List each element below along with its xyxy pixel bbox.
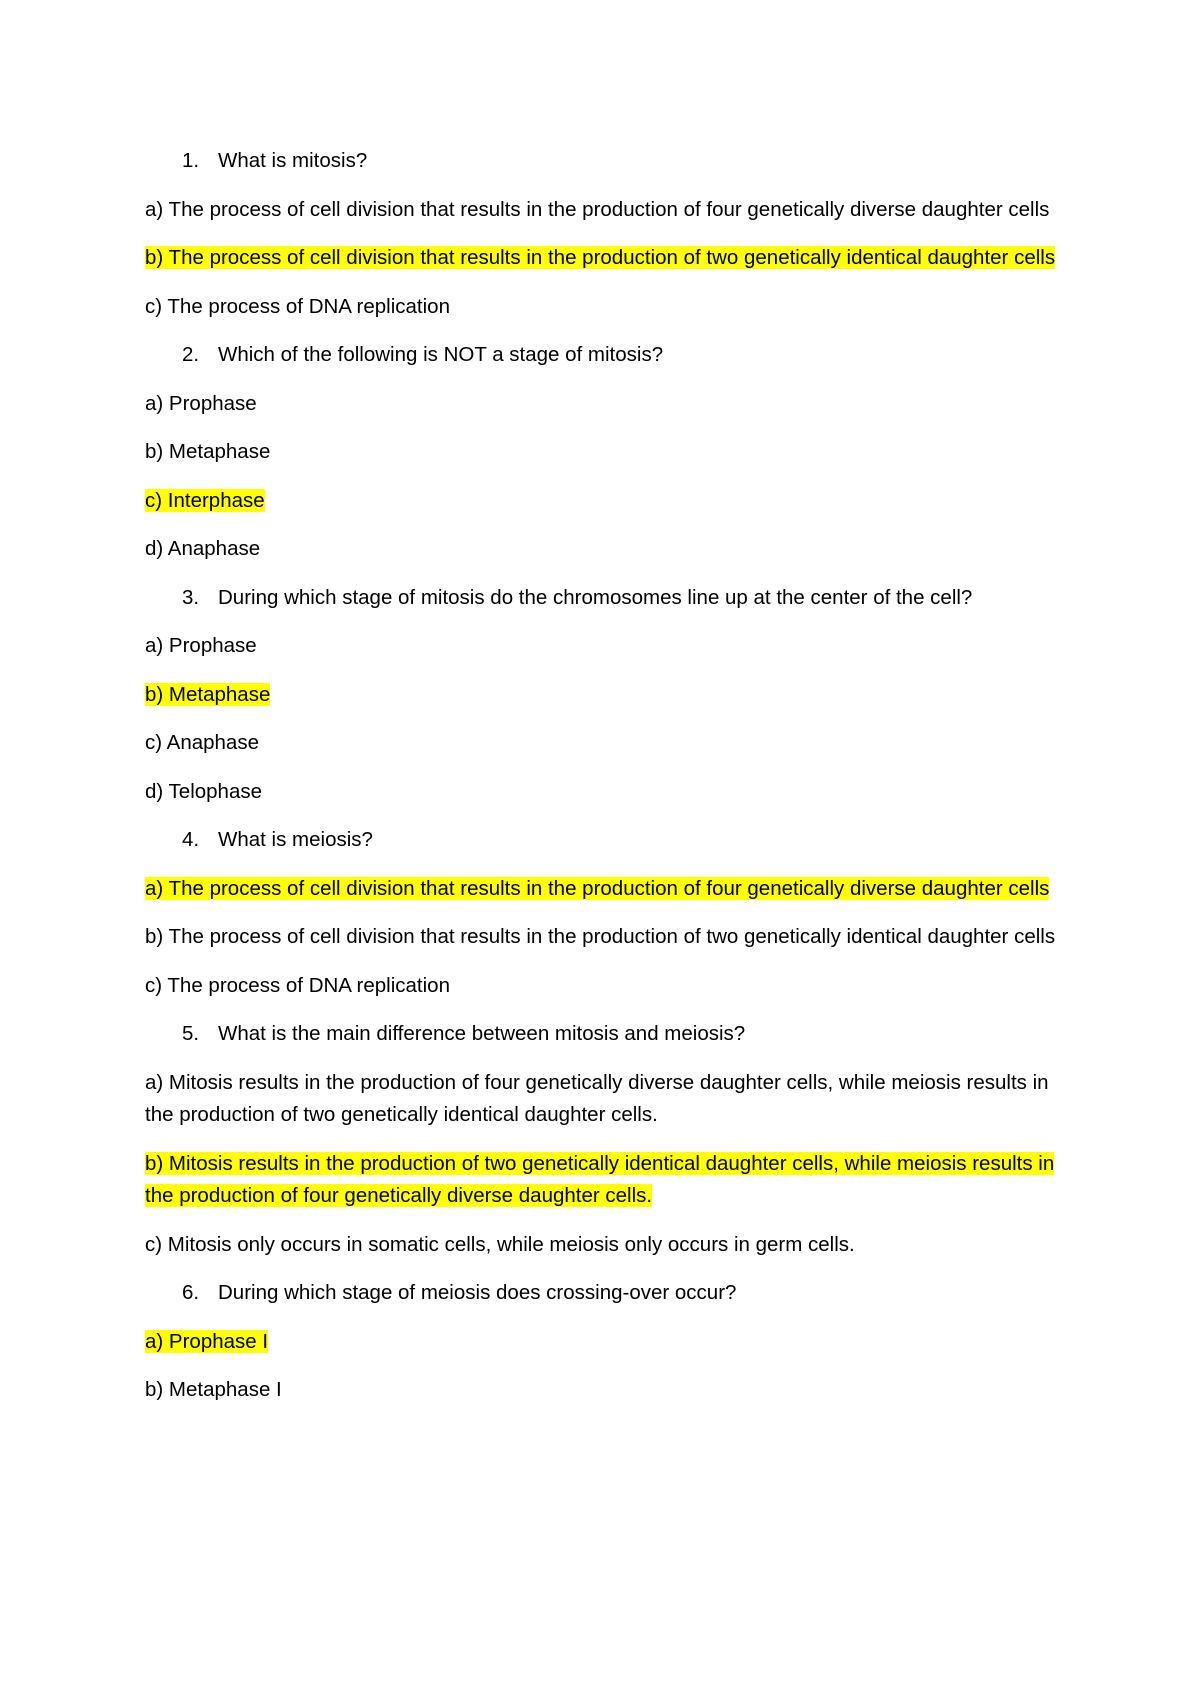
answer-option-1b bbox=[145, 242, 1075, 275]
question-text: What is meiosis? bbox=[218, 828, 373, 851]
question-text: What is mitosis? bbox=[218, 149, 368, 172]
answer-text-highlighted: a) Prophase I bbox=[145, 1329, 269, 1353]
answer-text: b) Metaphase bbox=[145, 440, 271, 463]
answer-text-highlighted: c) Interphase bbox=[145, 488, 265, 512]
question-text: Which of the following is NOT a stage of mitosis? bbox=[218, 343, 664, 366]
answer-text-highlighted: a) The process of cell division that results in the production of four genetically diverse daughter cells bbox=[145, 876, 1050, 900]
answer-text: a) Prophase bbox=[145, 391, 257, 415]
answer-text: b) Metaphase I bbox=[145, 1378, 282, 1401]
answer-text: a) Prophase bbox=[145, 634, 257, 657]
answer-text: d) Telophase bbox=[145, 779, 263, 803]
answer-text: a) The process of cell division that results in the production of four genetically diverse daughter cells bbox=[145, 197, 1050, 221]
question-text: During which stage of meiosis does crossing-over occur? bbox=[218, 1281, 737, 1304]
answer-option-5b bbox=[145, 1148, 1075, 1213]
answer-option-2b bbox=[145, 436, 1075, 469]
answer-option-4a bbox=[145, 873, 1075, 906]
answer-text: c) The process of DNA replication bbox=[145, 294, 450, 318]
answer-option-3d bbox=[145, 776, 1075, 809]
question-4 bbox=[145, 824, 1075, 857]
question-number: 6. bbox=[182, 1281, 200, 1304]
answer-option-2a bbox=[145, 388, 1075, 421]
answer-option-1c bbox=[145, 291, 1075, 324]
question-number: 1. bbox=[182, 149, 200, 172]
answer-text-highlighted: b) The process of cell division that results in the production of two genetically identical daughter cells bbox=[145, 246, 1056, 269]
question-text: During which stage of mitosis do the chromosomes line up at the center of the cell? bbox=[218, 585, 973, 609]
question-number: 2. bbox=[182, 343, 200, 366]
answer-option-6a bbox=[145, 1326, 1075, 1359]
question-number: 4. bbox=[182, 828, 200, 851]
question-2 bbox=[145, 339, 1075, 372]
answer-text: c) Anaphase bbox=[145, 731, 259, 754]
answer-option-2d bbox=[145, 533, 1075, 566]
answer-option-1a bbox=[145, 194, 1075, 227]
document-page bbox=[145, 145, 1075, 1423]
answer-text-highlighted: b) Metaphase bbox=[145, 682, 271, 706]
question-number: 5. bbox=[182, 1022, 200, 1045]
answer-text-highlighted: b) Mitosis results in the production of two genetically identical daughter cells, while meiosis results in the production of four genetically diverse daughter cells. bbox=[145, 1151, 1055, 1207]
answer-option-4c bbox=[145, 970, 1075, 1003]
answer-option-3b bbox=[145, 679, 1075, 712]
question-6 bbox=[145, 1277, 1075, 1310]
question-number: 3. bbox=[182, 585, 200, 609]
answer-text: d) Anaphase bbox=[145, 537, 261, 560]
answer-text: c) The process of DNA replication bbox=[145, 973, 450, 997]
question-5 bbox=[145, 1018, 1075, 1051]
answer-option-3c bbox=[145, 727, 1075, 760]
answer-option-5a bbox=[145, 1067, 1075, 1132]
answer-option-2c bbox=[145, 485, 1075, 518]
answer-text: b) The process of cell division that results in the production of two genetically identical daughter cells bbox=[145, 925, 1056, 948]
question-1 bbox=[145, 145, 1075, 178]
answer-text: c) Mitosis only occurs in somatic cells, while meiosis only occurs in germ cells. bbox=[145, 1232, 855, 1256]
answer-text: a) Mitosis results in the production of four genetically diverse daughter cells, while meiosis results in the production of two genetically identical daughter cells. bbox=[145, 1070, 1049, 1126]
answer-option-5c bbox=[145, 1229, 1075, 1262]
question-3 bbox=[145, 582, 1075, 615]
question-text: What is the main difference between mitosis and meiosis? bbox=[218, 1022, 746, 1045]
answer-option-4b bbox=[145, 921, 1075, 954]
answer-option-3a bbox=[145, 630, 1075, 663]
answer-option-6b bbox=[145, 1374, 1075, 1407]
